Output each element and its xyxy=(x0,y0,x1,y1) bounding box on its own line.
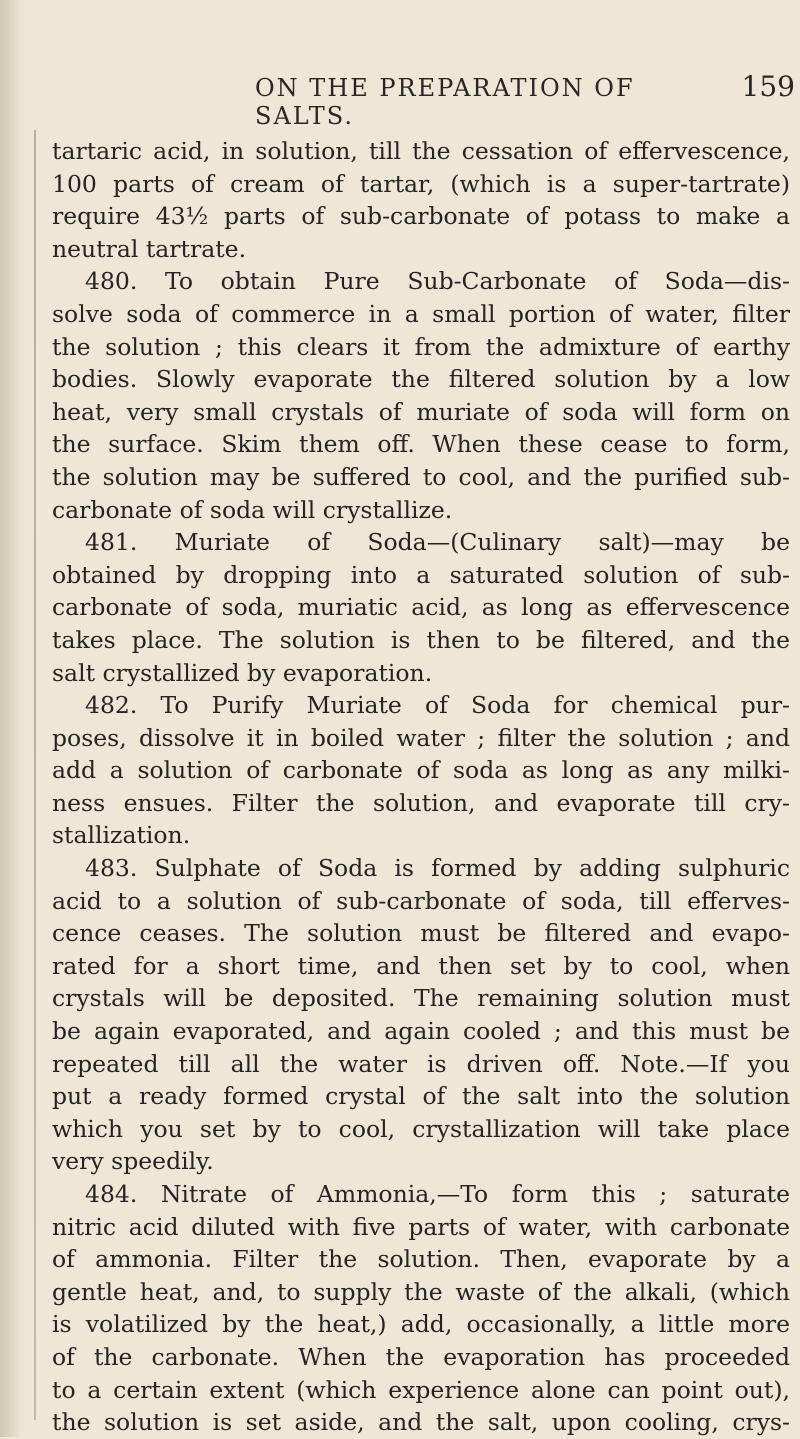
text-line: bodies. Slowly evaporate the filtered solution by a low xyxy=(52,365,790,394)
text-line: nitric acid diluted with five parts of water, with carbonate xyxy=(52,1212,790,1241)
text-line: the solution ; this clears it from the admixture of earthy xyxy=(52,332,790,361)
text-line: carbonate of soda will crystallize. xyxy=(52,495,453,524)
text-line: poses, dissolve it in boiled water ; filter the solution ; and xyxy=(52,723,790,752)
body-text xyxy=(52,135,790,1439)
text-line: gentle heat, and, to supply the waste of the alkali, (which xyxy=(52,1277,790,1306)
text-line: 100 parts of cream of tartar, (which is a super-tartrate) xyxy=(52,169,790,198)
text-line: of the carbonate. When the evaporation has proceeded xyxy=(52,1342,790,1371)
text-line: put a ready formed crystal of the salt into the solution xyxy=(52,1082,790,1111)
text-line: neutral tartrate. xyxy=(52,234,247,263)
text-line: heat, very small crystals of muriate of soda will form on xyxy=(52,397,790,426)
page-number: 159 xyxy=(741,70,795,103)
text-line: is volatilized by the heat,) add, occasionally, a little more xyxy=(52,1310,790,1339)
text-line: crystals will be deposited. The remaining solution must xyxy=(52,984,790,1013)
text-line: cence ceases. The solution must be filtered and evapo- xyxy=(52,919,790,948)
text-line: stallization. xyxy=(52,821,191,850)
text-line: rated for a short time, and then set by to cool, when xyxy=(52,951,790,980)
text-line: which you set by to cool, crystallization will take place xyxy=(52,1114,790,1143)
text-line: repeated till all the water is driven off. Note.—If you xyxy=(52,1049,790,1078)
text-line: 483. Sulphate of Soda is formed by adding sulphuric xyxy=(85,854,790,883)
text-line: takes place. The solution is then to be filtered, and the xyxy=(52,625,790,654)
text-line: very speedily. xyxy=(52,1147,214,1176)
text-line: the surface. Skim them off. When these cease to form, xyxy=(52,430,790,459)
text-line: the solution is set aside, and the salt, upon cooling, crys- xyxy=(52,1408,790,1437)
running-title: ON THE PREPARATION OF SALTS. xyxy=(255,74,635,130)
text-line: tartaric acid, in solution, till the cessation of effervescence, xyxy=(52,137,790,165)
text-line: the solution may be suffered to cool, and the purified sub- xyxy=(52,462,790,491)
binding-line xyxy=(34,130,36,1420)
text-line: 484. Nitrate of Ammonia,—To form this ; saturate xyxy=(85,1180,790,1208)
text-line: require 43½ parts of sub-carbonate of potass to make a xyxy=(52,202,790,231)
text-line: to a certain extent (which experience alone can point out), xyxy=(52,1375,790,1404)
text-line: of ammonia. Filter the solution. Then, evaporate by a xyxy=(52,1245,790,1274)
text-line: obtained by dropping into a saturated solution of sub- xyxy=(52,560,790,589)
text-line: solve soda of commerce in a small portion of water, filter xyxy=(52,299,790,328)
text-line: 481. Muriate of Soda—(Culinary salt)—may be xyxy=(85,528,790,557)
text-line: carbonate of soda, muriatic acid, as long as effervescence xyxy=(52,593,790,622)
text-line: 480. To obtain Pure Sub-Carbonate of Soda—dis- xyxy=(85,267,790,296)
running-head xyxy=(255,70,795,130)
text-line: add a solution of carbonate of soda as long as any milki- xyxy=(52,756,790,785)
text-line: acid to a solution of sub-carbonate of soda, till efferves- xyxy=(52,886,790,915)
text-line: ness ensues. Filter the solution, and evaporate till cry- xyxy=(52,788,790,817)
page-edge-shadow xyxy=(0,0,22,1437)
text-line: salt crystallized by evaporation. xyxy=(52,658,433,687)
text-line: be again evaporated, and again cooled ; and this must be xyxy=(52,1017,790,1046)
text-line: 482. To Purify Muriate of Soda for chemical pur- xyxy=(85,691,790,720)
